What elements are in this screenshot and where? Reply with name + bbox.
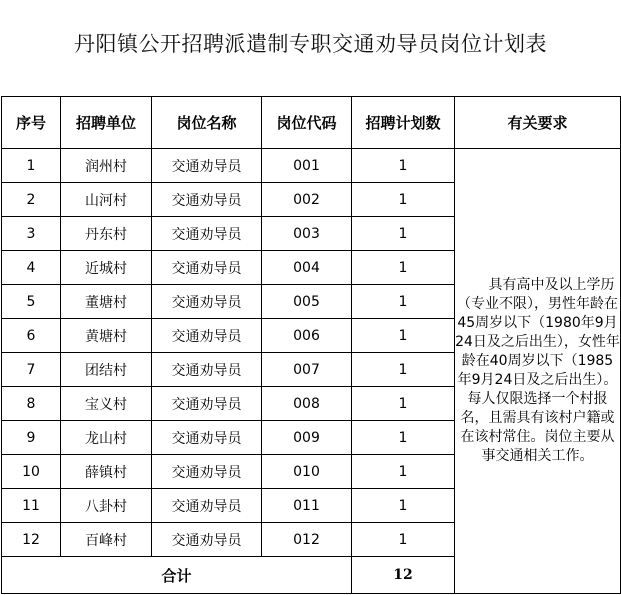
row-index: 12 — [2, 523, 61, 557]
row-index: 1 — [2, 149, 61, 183]
row-code: 011 — [262, 489, 352, 523]
row-position: 交通劝导员 — [152, 455, 262, 489]
row-position: 交通劝导员 — [152, 149, 262, 183]
row-code: 006 — [262, 319, 352, 353]
row-index: 10 — [2, 455, 61, 489]
row-position: 交通劝导员 — [152, 421, 262, 455]
row-position: 交通劝导员 — [152, 319, 262, 353]
header-requirements: 有关要求 — [455, 97, 621, 149]
row-code: 007 — [262, 353, 352, 387]
total-count: 12 — [352, 557, 455, 594]
row-code: 008 — [262, 387, 352, 421]
row-code: 003 — [262, 217, 352, 251]
row-index: 4 — [2, 251, 61, 285]
row-count: 1 — [352, 285, 455, 319]
row-index: 11 — [2, 489, 61, 523]
row-position: 交通劝导员 — [152, 217, 262, 251]
row-unit: 润州村 — [61, 149, 152, 183]
table-header-row — [2, 97, 621, 149]
page-title: 丹阳镇公开招聘派遣制专职交通劝导员岗位计划表 — [74, 32, 547, 56]
total-label: 合计 — [2, 557, 352, 594]
recruitment-plan-table — [1, 96, 621, 594]
row-unit: 龙山村 — [61, 421, 152, 455]
row-index: 7 — [2, 353, 61, 387]
row-position: 交通劝导员 — [152, 183, 262, 217]
row-unit: 薛镇村 — [61, 455, 152, 489]
row-count: 1 — [352, 149, 455, 183]
row-unit: 山河村 — [61, 183, 152, 217]
row-code: 001 — [262, 149, 352, 183]
row-unit: 近城村 — [61, 251, 152, 285]
header-position: 岗位名称 — [152, 97, 262, 149]
row-unit: 宝义村 — [61, 387, 152, 421]
row-index: 6 — [2, 319, 61, 353]
row-position: 交通劝导员 — [152, 387, 262, 421]
table-row — [2, 149, 621, 183]
row-count: 1 — [352, 387, 455, 421]
row-code: 010 — [262, 455, 352, 489]
row-index: 9 — [2, 421, 61, 455]
row-count: 1 — [352, 523, 455, 557]
row-code: 005 — [262, 285, 352, 319]
row-count: 1 — [352, 455, 455, 489]
row-index: 3 — [2, 217, 61, 251]
row-position: 交通劝导员 — [152, 251, 262, 285]
row-count: 1 — [352, 319, 455, 353]
row-unit: 黄塘村 — [61, 319, 152, 353]
row-unit: 丹东村 — [61, 217, 152, 251]
row-code: 009 — [262, 421, 352, 455]
row-position: 交通劝导员 — [152, 523, 262, 557]
requirements-cell — [455, 149, 621, 594]
row-position: 交通劝导员 — [152, 353, 262, 387]
row-count: 1 — [352, 183, 455, 217]
header-count: 招聘计划数 — [352, 97, 455, 149]
row-index: 8 — [2, 387, 61, 421]
row-unit: 八卦村 — [61, 489, 152, 523]
requirements-text: 具有高中及以上学历（专业不限），男性年龄在45周岁以下（1980年9月24日及之后出生），女性年龄在40周岁以下（1985年9月24日及之后出生）。每人仅限选择一个村报名，且需具有该村户籍或在该村常住。岗位主要从事交通相关工作。 — [455, 277, 620, 464]
header-unit: 招聘单位 — [61, 97, 152, 149]
row-count: 1 — [352, 217, 455, 251]
row-unit: 百峰村 — [61, 523, 152, 557]
row-count: 1 — [352, 489, 455, 523]
row-code: 012 — [262, 523, 352, 557]
row-count: 1 — [352, 421, 455, 455]
row-code: 002 — [262, 183, 352, 217]
row-unit: 团结村 — [61, 353, 152, 387]
row-index: 2 — [2, 183, 61, 217]
row-index: 5 — [2, 285, 61, 319]
row-count: 1 — [352, 353, 455, 387]
row-position: 交通劝导员 — [152, 285, 262, 319]
row-count: 1 — [352, 251, 455, 285]
row-unit: 董塘村 — [61, 285, 152, 319]
row-position: 交通劝导员 — [152, 489, 262, 523]
header-code: 岗位代码 — [262, 97, 352, 149]
row-code: 004 — [262, 251, 352, 285]
header-index: 序号 — [2, 97, 61, 149]
